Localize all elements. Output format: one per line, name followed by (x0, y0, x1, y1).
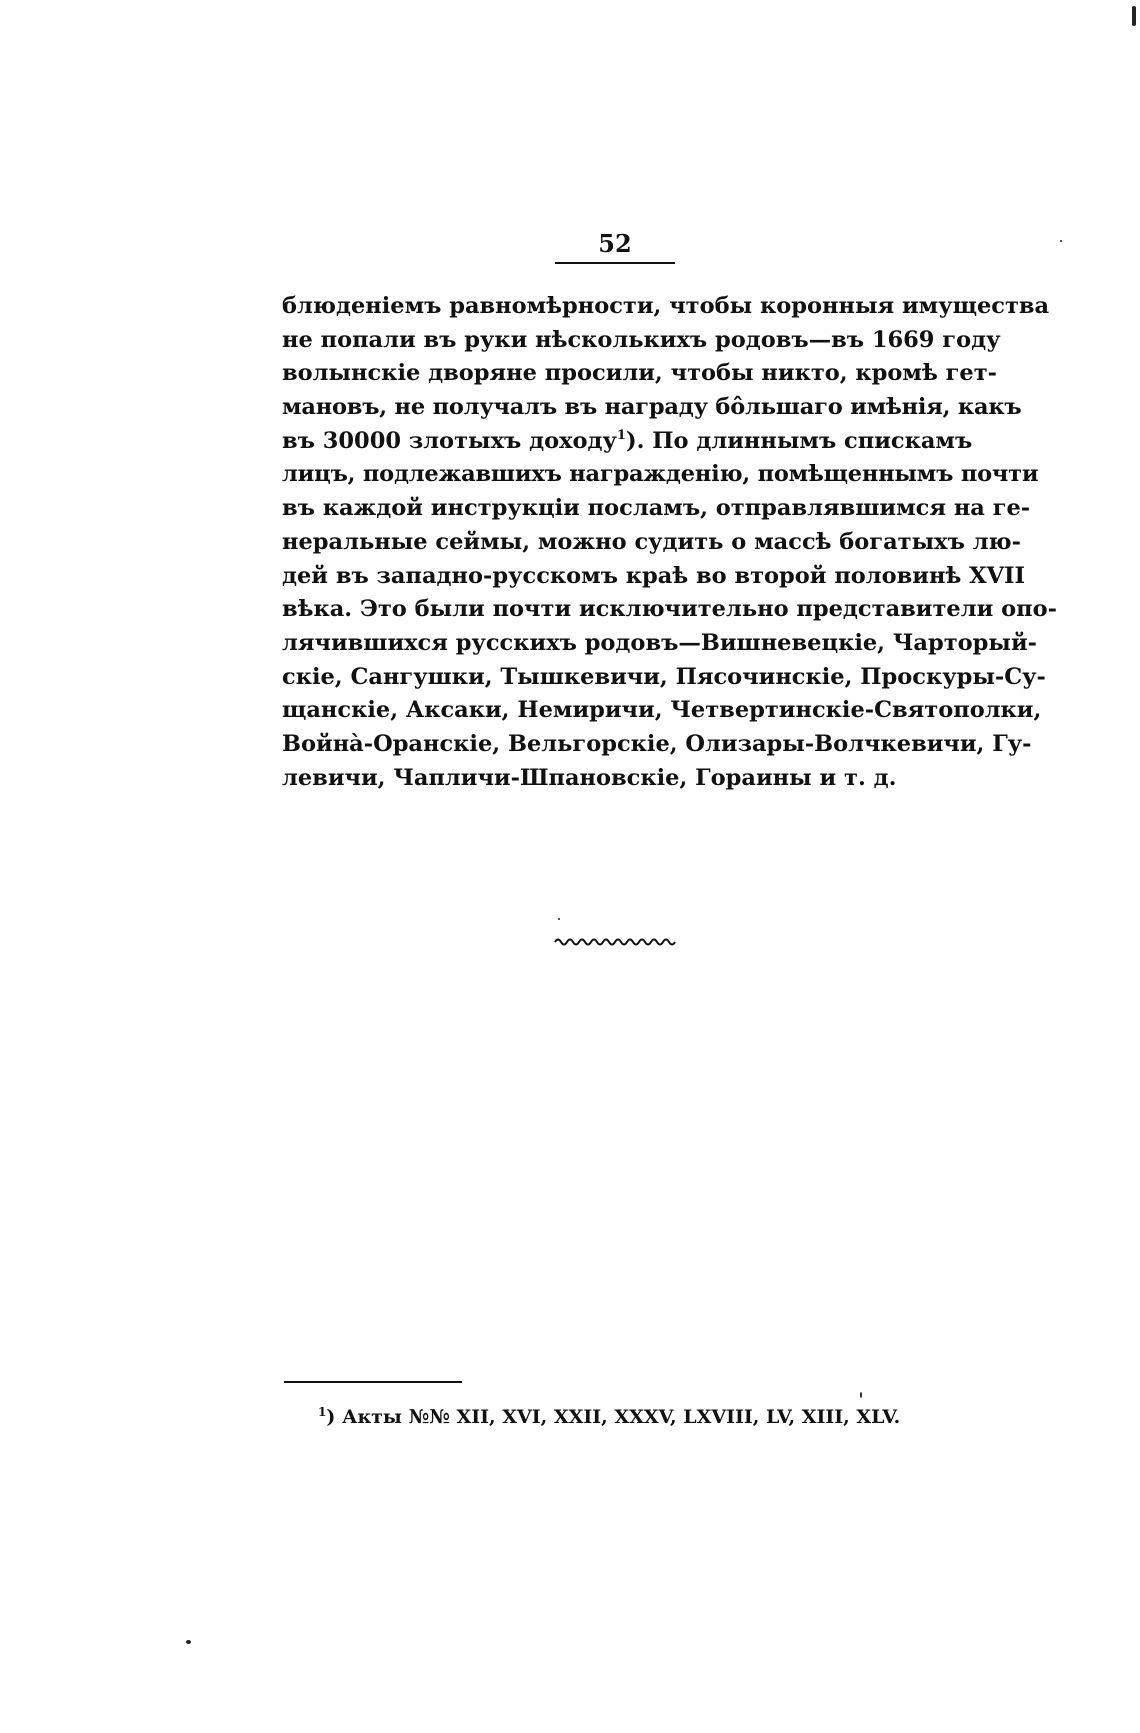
header-rule (555, 262, 675, 264)
text-line: неральные сеймы, можно судить о массѣ богатыхъ лю- (282, 528, 1021, 555)
scan-speck (186, 1640, 191, 1644)
text-line: не попали въ руки нѣсколькихъ родовъ—въ 1669 году (282, 326, 1001, 353)
text-line: Войнà-Оранскіе, Вельгорскіе, Олизары-Волчкевичи, Гу- (282, 730, 1032, 757)
scan-speck (558, 918, 560, 920)
text-line: мановъ, не получалъ въ награду бо̂льшаго имѣнія, какъ (282, 394, 1022, 421)
scan-speck (1132, 6, 1136, 26)
text-line: лицъ, подлежавшихъ награжденію, помѣщеннымъ почти (282, 461, 1039, 488)
page-number: 52 (598, 229, 632, 258)
text-line: дей въ западно-русскомъ краѣ во второй половинѣ XVII (282, 562, 1026, 589)
footnote-text: ) Акты №№ XII, XVI, XXII, XXXV, LXVIII, LV, XIII, XLV. (326, 1406, 901, 1428)
scan-speck (1060, 240, 1062, 242)
text-line: волынскіе дворяне просили, чтобы никто, кромѣ гет- (282, 360, 998, 387)
footnote-reference: 1 (616, 427, 626, 443)
text-fragment: въ 30000 злотыхъ доходу (282, 427, 617, 454)
text-line: щанскіе, Аксаки, Немиричи, Четвертинскіе-Святополки, (282, 697, 1042, 724)
text-line: скіе, Сангушки, Тышкевичи, Пясочинскіе, Проскуры-Су- (282, 663, 1046, 690)
text-line: левичи, Чапличи-Шпановскіе, Гораины и т. д. (282, 764, 897, 791)
footnote-rule (284, 1381, 462, 1383)
scan-speck (860, 1392, 862, 1398)
body-text (282, 290, 1057, 795)
text-line (282, 425, 973, 459)
text-line: блюденіемъ равномѣрности, чтобы коронныя имущества (282, 293, 1050, 319)
footnote-marker: 1 (318, 1405, 327, 1419)
text-line: въ каждой инструкціи посламъ, отправлявшимся на ге- (282, 495, 1031, 522)
text-line: лячившихся русскихъ родовъ—Вишневецкіе, Чарторый- (282, 629, 1037, 656)
wavy-ornament (553, 935, 677, 949)
footnote (318, 1402, 958, 1432)
text-line: вѣка. Это были почти исключительно представители опо- (282, 596, 1057, 623)
text-fragment: ). По длиннымъ спискамъ (625, 427, 973, 454)
